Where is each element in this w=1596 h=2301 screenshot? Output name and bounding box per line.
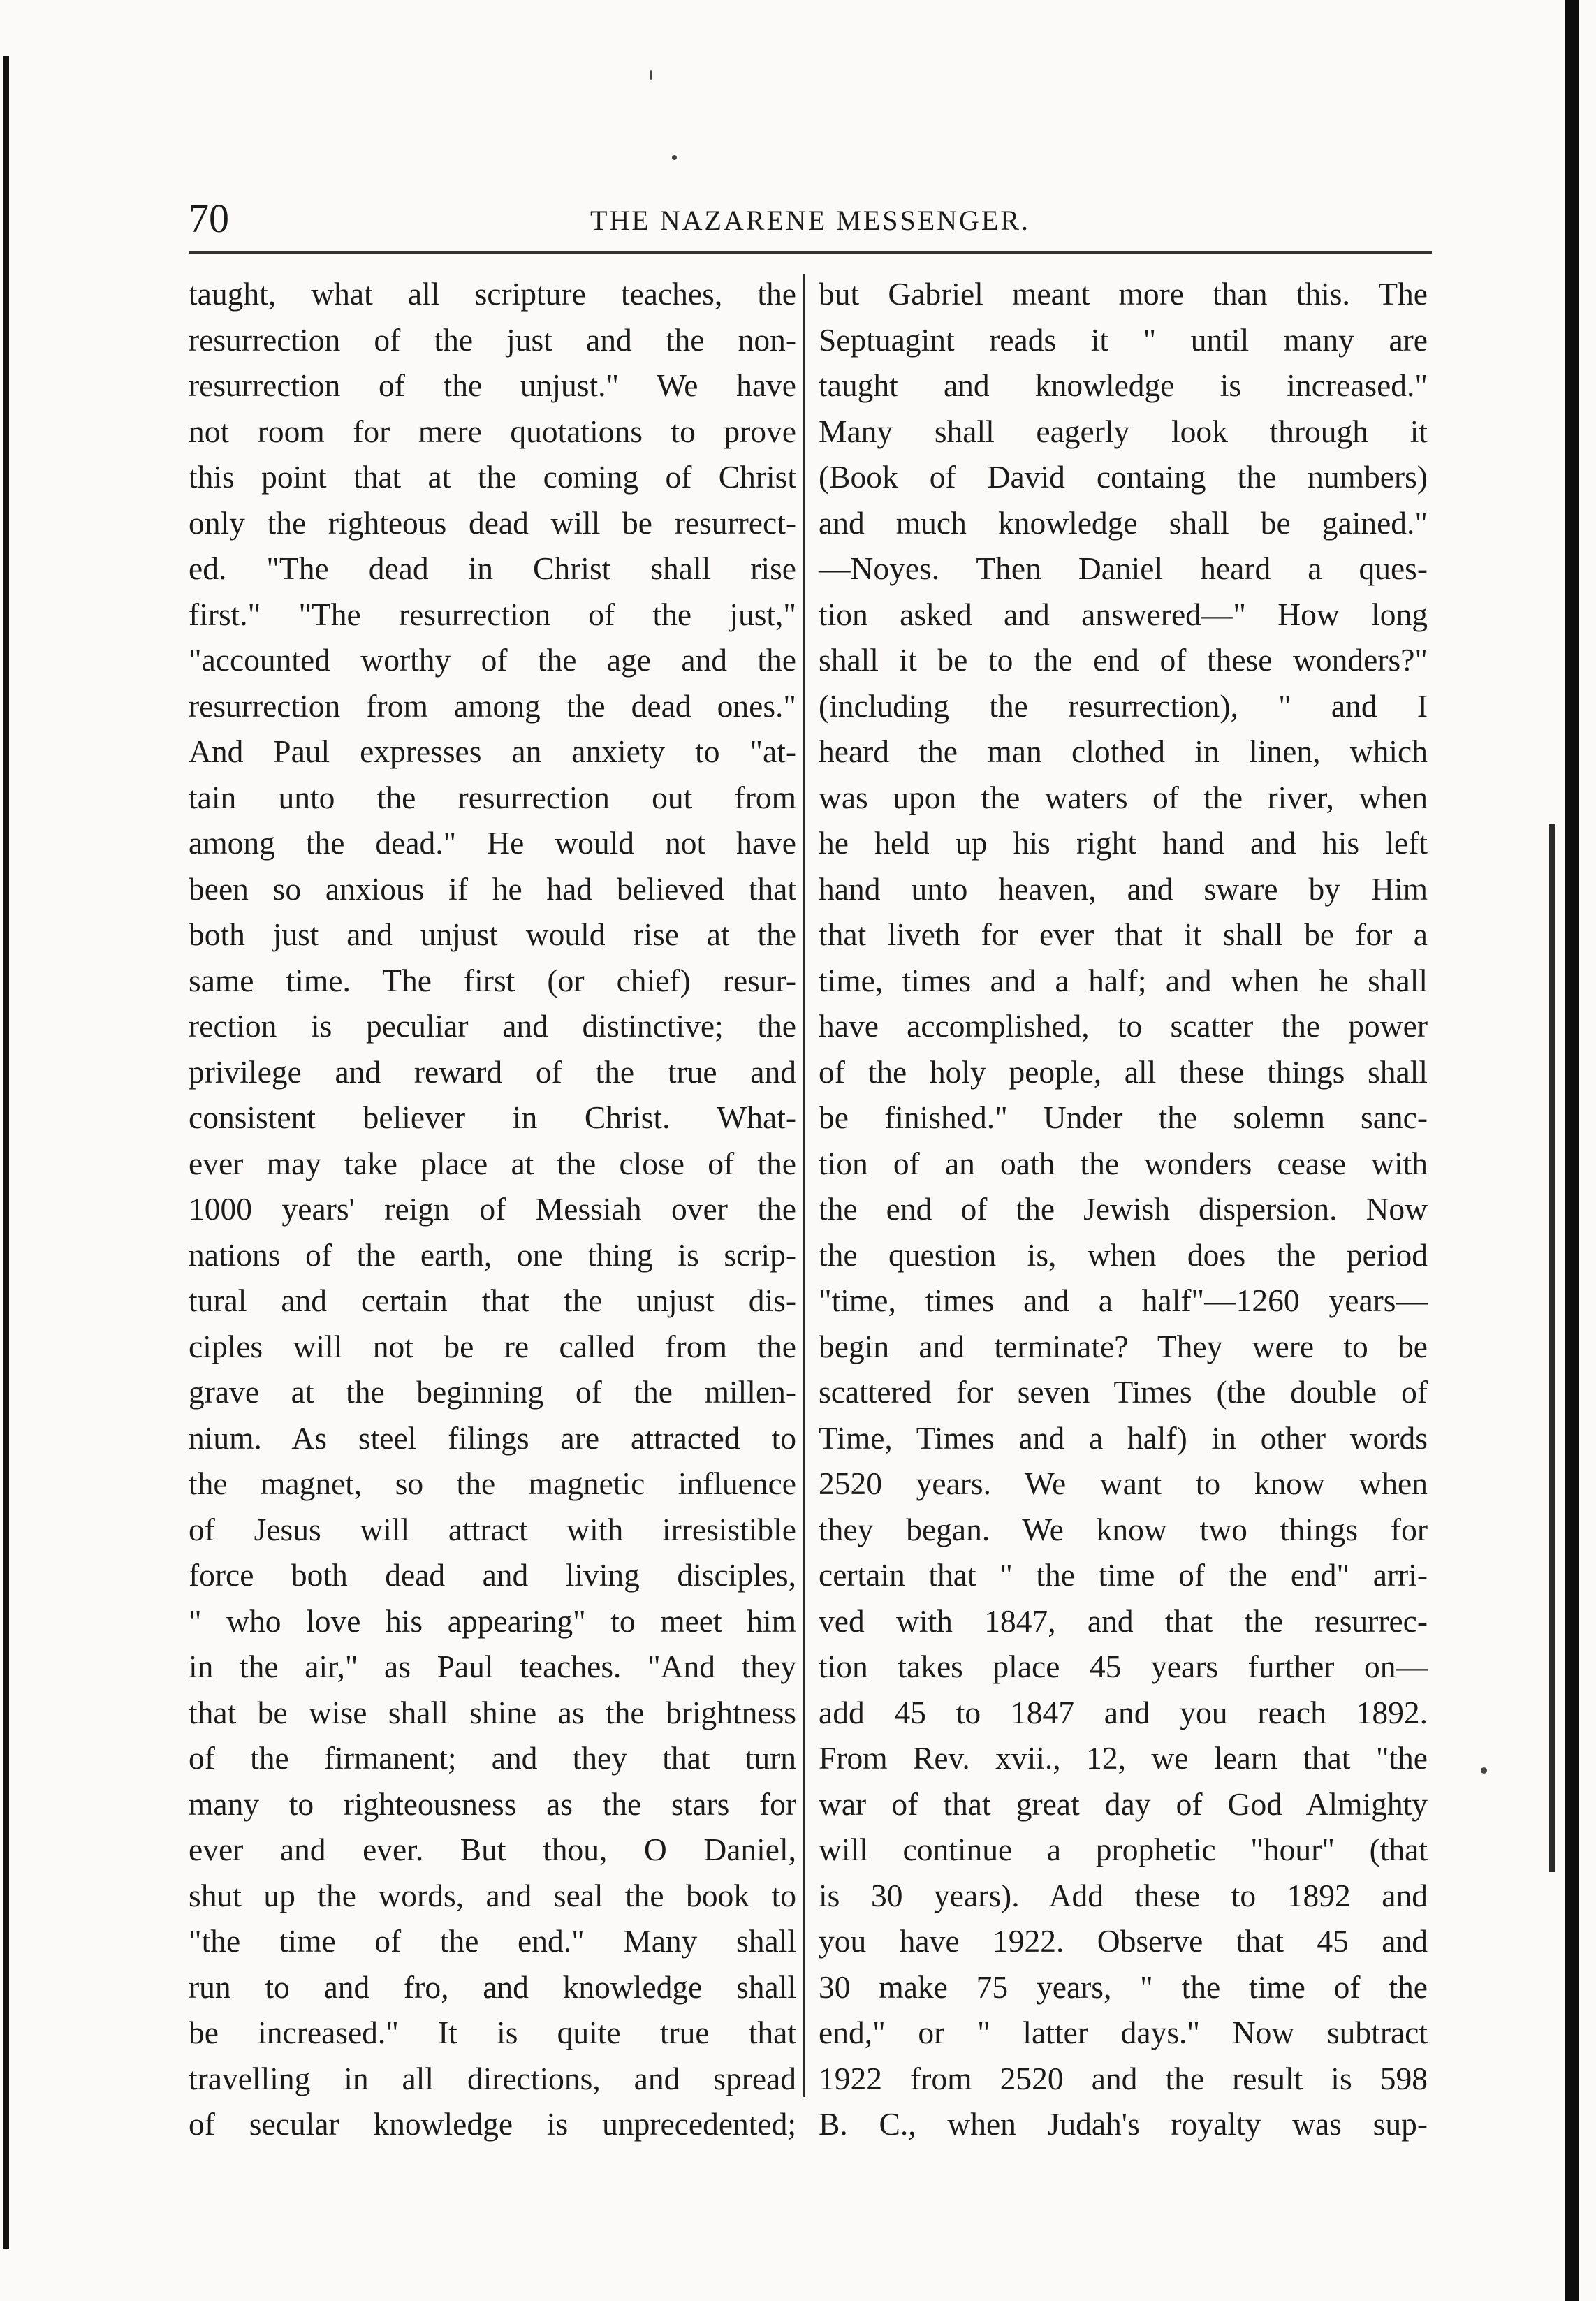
scan-speck — [672, 155, 677, 160]
text-line: certain that " the time of the end" arri- — [819, 1557, 1428, 1593]
text-line: 30 make 75 years, " the time of the — [819, 1968, 1428, 2005]
text-line: you have 1922. Observe that 45 and — [819, 1923, 1428, 1959]
text-line: both just and unjust would rise at the — [189, 916, 796, 952]
page-number: 70 — [189, 196, 229, 241]
text-line: tain unto the resurrection out from — [189, 779, 796, 815]
text-line: he held up his right hand and his left — [819, 825, 1428, 861]
scan-speck — [650, 70, 652, 80]
text-line: (including the resurrection), " and I — [819, 687, 1428, 724]
text-line: but Gabriel meant more than this. The — [819, 276, 1428, 312]
text-line: ciples will not be re called from the — [189, 1328, 796, 1364]
text-line: taught and knowledge is increased." — [819, 367, 1428, 403]
text-line: run to and fro, and knowledge shall — [189, 1968, 796, 2005]
text-line: B. C., when Judah's royalty was sup- — [819, 2106, 1428, 2142]
text-line: they began. We know two things for — [819, 1511, 1428, 1547]
text-line: "time, times and a half"—1260 years— — [819, 1283, 1428, 1318]
text-line: Time, Times and a half) in other words — [819, 1419, 1428, 1456]
text-line: "the time of the end." Many shall — [189, 1923, 796, 1959]
scan-edge-left — [3, 56, 9, 2249]
text-line: 1922 from 2520 and the result is 598 — [819, 2060, 1428, 2096]
text-line: ever may take place at the close of the — [189, 1145, 796, 1181]
text-line: resurrection from among the dead ones." — [189, 687, 796, 724]
text-line: the end of the Jewish dispersion. Now — [819, 1191, 1428, 1227]
text-line: in the air," as Paul teaches. "And they — [189, 1649, 796, 1684]
text-line: resurrection of the unjust." We have — [189, 367, 796, 403]
text-line: 2520 years. We want to know when — [819, 1466, 1428, 1501]
scan-edge-right-inner — [1549, 824, 1555, 1872]
text-line: that be wise shall shine as the brightness — [189, 1694, 796, 1730]
text-line: tural and certain that the unjust dis- — [189, 1283, 796, 1318]
page-header — [189, 194, 1432, 243]
text-line: was upon the waters of the river, when — [819, 779, 1428, 815]
running-head: THE NAZARENE MESSENGER. — [590, 205, 1031, 236]
text-line: resurrection of the just and the non- — [189, 321, 796, 358]
scan-speck — [1481, 1767, 1487, 1774]
text-line: this point that at the coming of Christ — [189, 459, 796, 495]
text-line: begin and terminate? They were to be — [819, 1328, 1428, 1364]
text-line: —Noyes. Then Daniel heard a ques- — [819, 550, 1428, 586]
text-line: ever and ever. But thou, O Daniel, — [189, 1832, 796, 1867]
text-line: among the dead." He would not have — [189, 825, 796, 861]
text-line: nations of the earth, one thing is scrip- — [189, 1236, 796, 1273]
text-line: tion of an oath the wonders cease with — [819, 1145, 1428, 1181]
text-line: the question is, when does the period — [819, 1236, 1428, 1273]
text-line: heard the man clothed in linen, which — [819, 733, 1428, 769]
text-line: been so anxious if he had believed that — [189, 870, 796, 907]
text-line: ed. "The dead in Christ shall rise — [189, 550, 796, 586]
text-line: nium. As steel filings are attracted to — [189, 1419, 796, 1456]
scan-edge-right — [1565, 0, 1579, 2301]
text-line: privilege and reward of the true and — [189, 1053, 796, 1090]
text-line: force both dead and living disciples, — [189, 1557, 796, 1593]
right-column — [819, 271, 1428, 2147]
text-line: not room for mere quotations to prove — [189, 413, 796, 449]
text-line: taught, what all scripture teaches, the — [189, 276, 796, 312]
text-line: have accomplished, to scatter the power — [819, 1008, 1428, 1044]
text-line: "accounted worthy of the age and the — [189, 642, 796, 678]
text-line: the magnet, so the magnetic influence — [189, 1466, 796, 1501]
header-rule — [189, 251, 1432, 254]
text-line: be finished." Under the solemn sanc- — [819, 1100, 1428, 1135]
text-line: consistent believer in Christ. What- — [189, 1100, 796, 1135]
text-line: be increased." It is quite true that — [189, 2015, 796, 2050]
text-line: will continue a prophetic "hour" (that — [819, 1832, 1428, 1867]
text-line: " who love his appearing" to meet him — [189, 1602, 796, 1639]
text-line: From Rev. xvii., 12, we learn that "the — [819, 1740, 1428, 1776]
text-line: same time. The first (or chief) resur- — [189, 962, 796, 998]
text-line: of the firmanent; and they that turn — [189, 1740, 796, 1776]
text-line: that liveth for ever that it shall be for a — [819, 916, 1428, 952]
text-line: tion takes place 45 years further on— — [819, 1649, 1428, 1684]
text-line: ved with 1847, and that the resurrec- — [819, 1602, 1428, 1639]
text-line: of the holy people, all these things shall — [819, 1053, 1428, 1090]
text-line: and much knowledge shall be gained." — [819, 504, 1428, 541]
text-line: tion asked and answered—" How long — [819, 596, 1428, 632]
text-line: And Paul expresses an anxiety to "at- — [189, 733, 796, 769]
left-column — [189, 271, 796, 2147]
text-line: of Jesus will attract with irresistible — [189, 1511, 796, 1547]
text-line: rection is peculiar and distinctive; the — [189, 1008, 796, 1044]
text-line: many to righteousness as the stars for — [189, 1785, 796, 1822]
text-line: hand unto heaven, and sware by Him — [819, 870, 1428, 907]
text-line: (Book of David containg the numbers) — [819, 459, 1428, 495]
text-line: 1000 years' reign of Messiah over the — [189, 1191, 796, 1227]
text-line: war of that great day of God Almighty — [819, 1785, 1428, 1822]
text-line: time, times and a half; and when he shall — [819, 962, 1428, 998]
text-line: add 45 to 1847 and you reach 1892. — [819, 1694, 1428, 1730]
text-line: only the righteous dead will be resurrect- — [189, 504, 796, 541]
text-line: end," or " latter days." Now subtract — [819, 2015, 1428, 2050]
text-line: Many shall eagerly look through it — [819, 413, 1428, 449]
column-divider — [803, 274, 805, 2097]
text-line: scattered for seven Times (the double of — [819, 1374, 1428, 1410]
text-line: grave at the beginning of the millen- — [189, 1374, 796, 1410]
text-line: is 30 years). Add these to 1892 and — [819, 1877, 1428, 1913]
text-line: Septuagint reads it " until many are — [819, 321, 1428, 358]
text-line: first." "The resurrection of the just," — [189, 596, 796, 632]
text-line: of secular knowledge is unprecedented; — [189, 2106, 796, 2142]
text-line: travelling in all directions, and spread — [189, 2060, 796, 2096]
text-line: shut up the words, and seal the book to — [189, 1877, 796, 1913]
text-line: shall it be to the end of these wonders?" — [819, 642, 1428, 678]
